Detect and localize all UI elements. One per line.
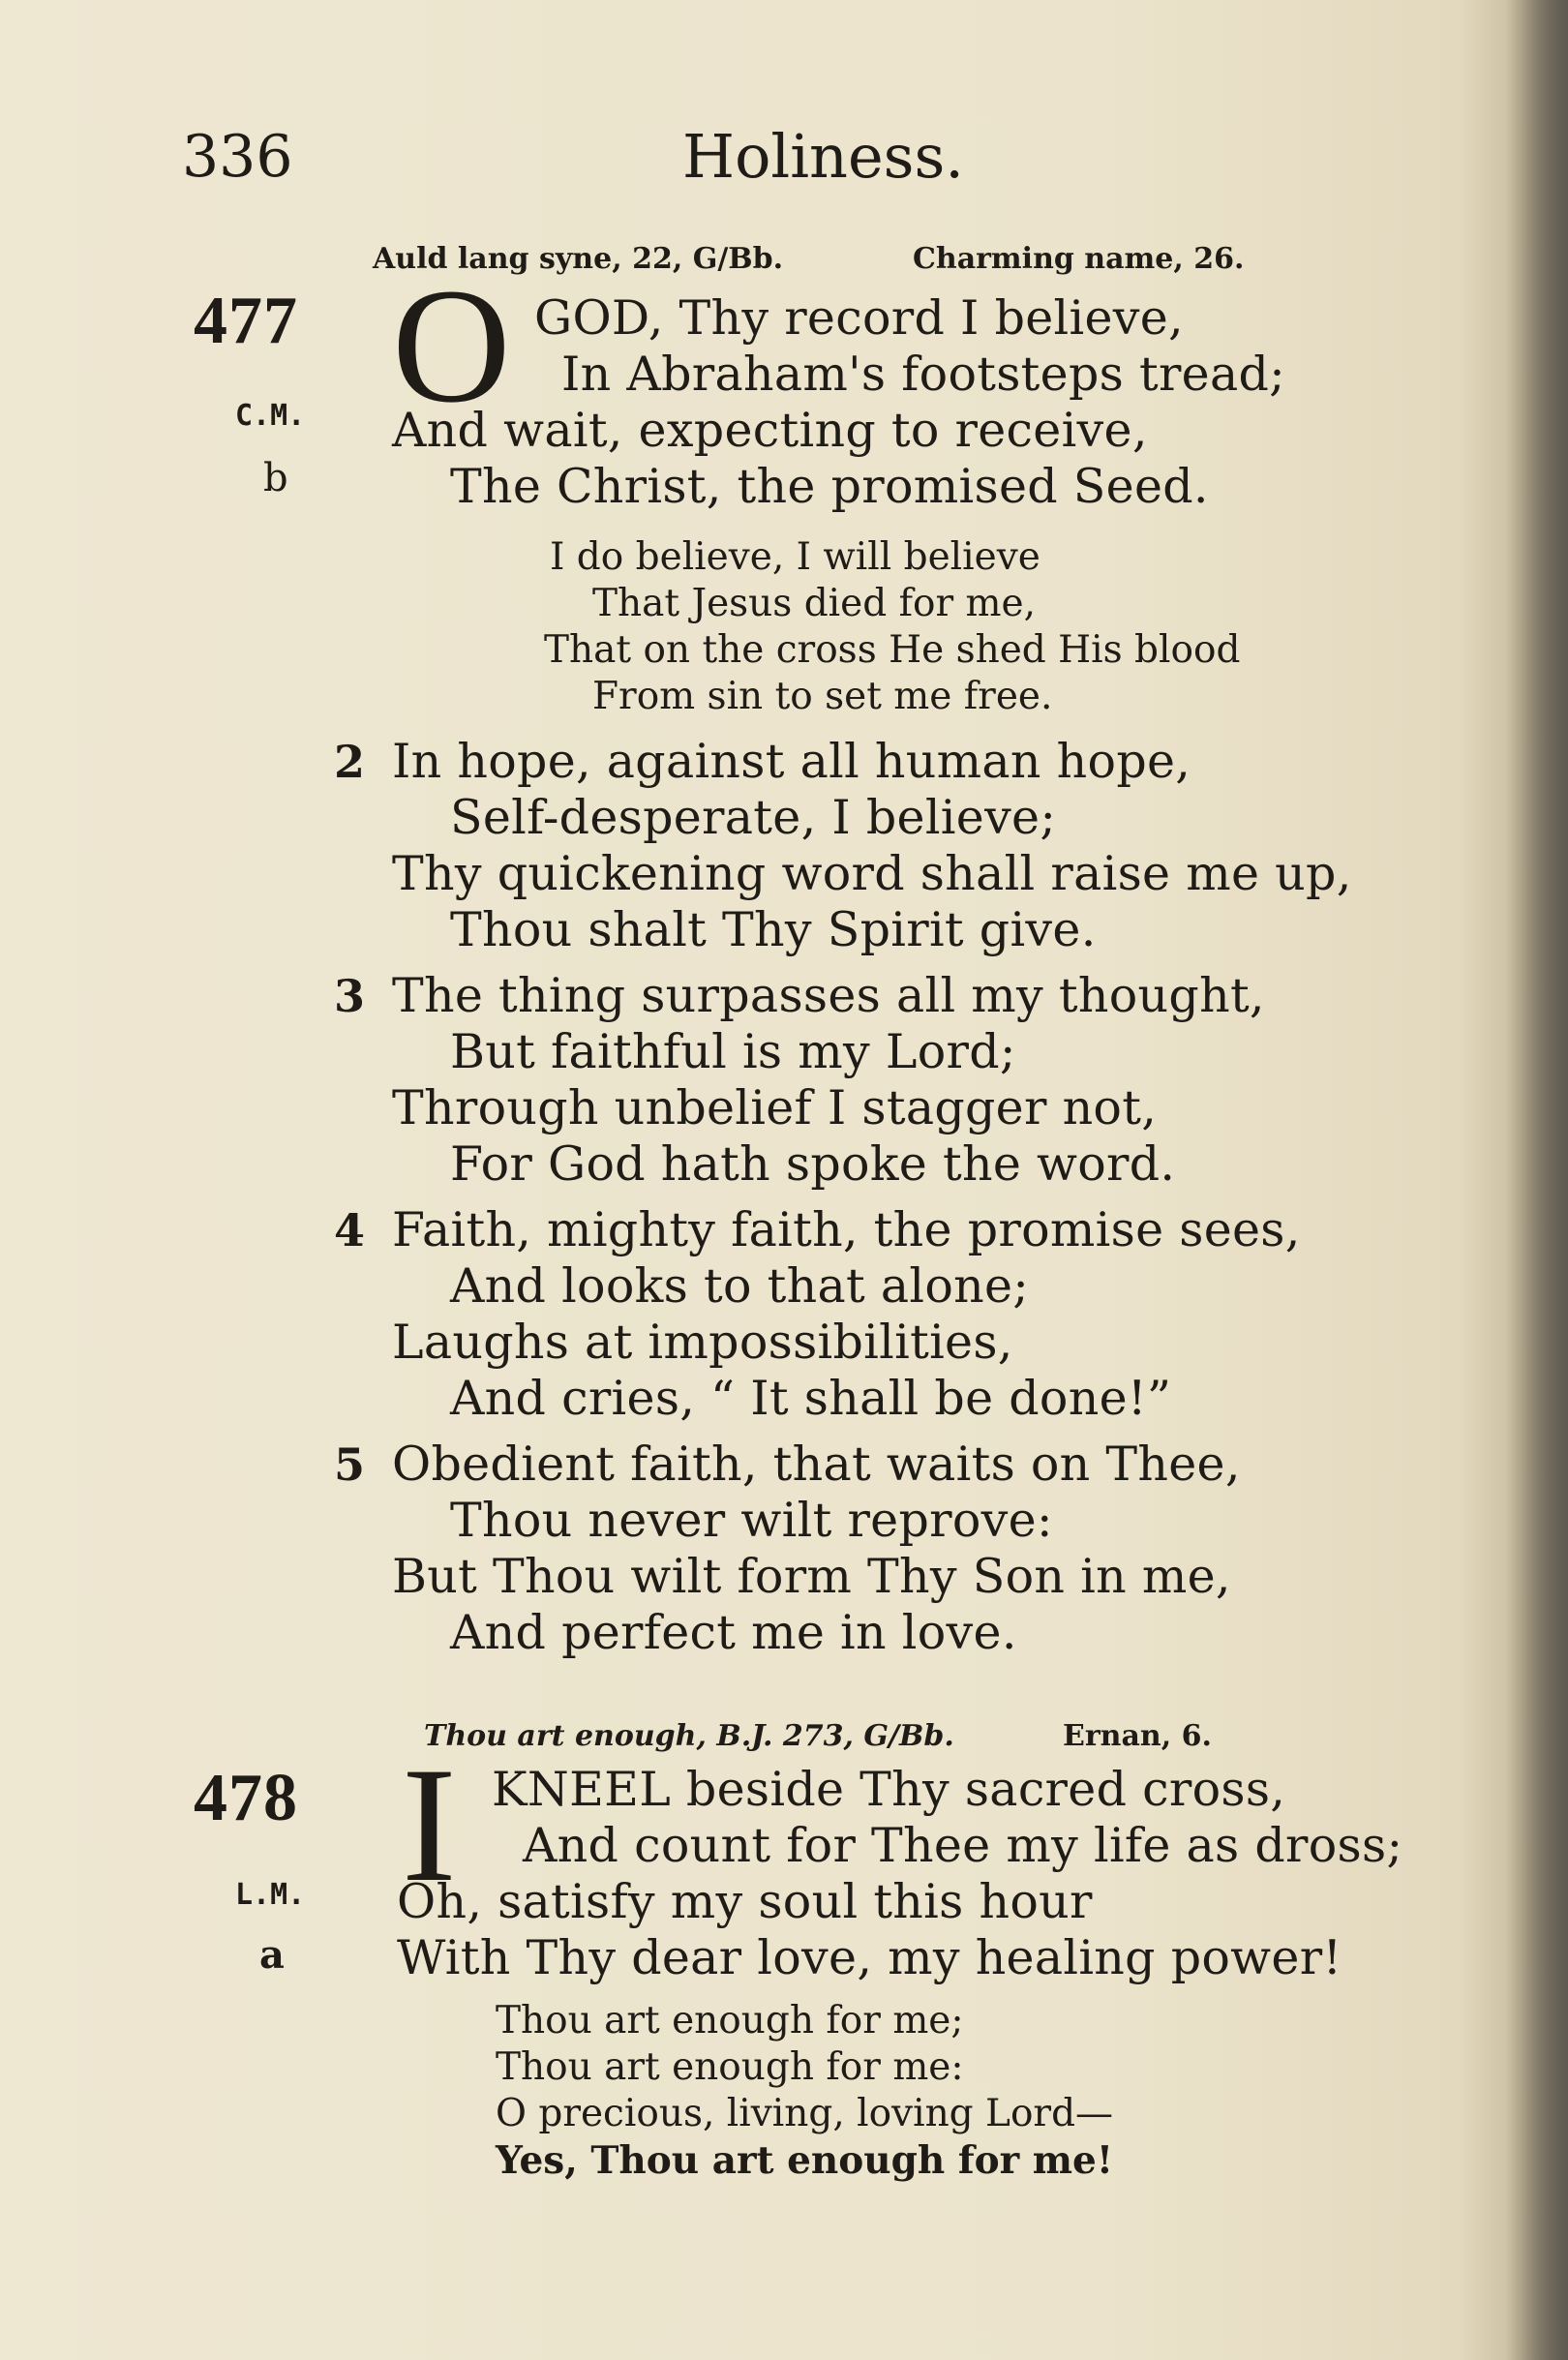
hymn-477-verse-3-line-1: The thing surpasses all my thought, (392, 968, 1265, 1023)
hymn-477-chorus-line-2: That Jesus died for me, (592, 582, 1037, 625)
hymn-478-chorus-line-2: Thou art enough for me: (496, 2045, 964, 2089)
hymn-477-verse-2-number: 2 (334, 736, 366, 788)
hymn-477-verse-4-line-1: Faith, mighty faith, the promise sees, (392, 1202, 1301, 1257)
hymn-478-chorus-line-1: Thou art enough for me; (496, 1999, 964, 2042)
hymn-478-meter: L.M. (235, 1878, 306, 1912)
hymn-478-verse-1-line-4: With Thy dear love, my healing power! (397, 1930, 1342, 1985)
hymn-477-verse-1-line-3: And wait, expecting to receive, (392, 403, 1148, 458)
hymn-478-verse-1-line-1: KNEEL beside Thy sacred cross, (492, 1762, 1286, 1817)
hymn-478-tune-left: Thou art enough, B.J. 273, G/Bb. (424, 1719, 954, 1753)
hymn-477-verse-4-line-3: Laughs at impossibilities, (392, 1315, 1013, 1370)
hymn-477-verse-3-line-2: But faithful is my Lord; (450, 1024, 1016, 1079)
hymn-477-verse-5-line-1: Obedient faith, that waits on Thee, (392, 1437, 1241, 1492)
hymn-477-verse-2-line-1: In hope, against all human hope, (392, 734, 1191, 789)
hymn-477-verse-4-line-4: And cries, “ It shall be done!” (450, 1371, 1172, 1426)
hymn-477-verse-2-line-4: Thou shalt Thy Spirit give. (450, 902, 1097, 957)
hymn-477-verse-4-line-2: And looks to that alone; (450, 1258, 1030, 1314)
hymn-477-verse-3-line-3: Through unbelief I stagger not, (392, 1080, 1158, 1135)
hymn-477-verse-2-line-2: Self-desperate, I believe; (450, 790, 1057, 845)
hymn-478-chorus-line-3: O precious, living, loving Lord— (496, 2092, 1114, 2135)
hymn-478-verse-1-line-3: Oh, satisfy my soul this hour (397, 1874, 1093, 1929)
page-number: 336 (182, 123, 293, 191)
hymn-477-tune-left: Auld lang syne, 22, G/Bb. (373, 242, 784, 276)
running-head: Holiness. (682, 121, 965, 192)
page-gutter-shadow (1506, 0, 1568, 2360)
hymn-477-verse-5-line-4: And perfect me in love. (450, 1605, 1017, 1660)
hymn-478-key: a (259, 1932, 285, 1978)
hymn-477-chorus-line-3: That on the cross He shed His blood (544, 628, 1241, 672)
hymn-478-chorus-line-4: Yes, Thou art enough for me! (496, 2138, 1113, 2183)
hymn-477-key: b (263, 456, 288, 500)
hymn-477-verse-1-line-2: In Abraham's footsteps tread; (561, 347, 1285, 402)
hymn-478-number: 478 (194, 1761, 298, 1835)
hymn-478-verse-1-line-2: And count for Thee my life as dross; (523, 1818, 1403, 1873)
hymn-477-chorus-line-4: From sin to set me free. (592, 675, 1053, 718)
hymn-477-meter: C.M. (235, 399, 306, 433)
hymn-477-verse-1-line-1: GOD, Thy record I believe, (534, 290, 1184, 346)
hymn-477-drop-cap: O (392, 255, 511, 437)
hymn-477-verse-5-line-3: But Thou wilt form Thy Son in me, (392, 1549, 1231, 1604)
hymn-477-verse-3-number: 3 (334, 970, 366, 1022)
hymn-477-tune-right: Charming name, 26. (913, 242, 1245, 276)
hymn-477-number: 477 (194, 284, 298, 358)
hymn-477-verse-1-line-4: The Christ, the promised Seed. (450, 459, 1209, 514)
hymn-477-verse-4-number: 4 (334, 1204, 366, 1256)
hymn-478-tune-right: Ernan, 6. (1063, 1719, 1212, 1753)
hymn-477-verse-3-line-4: For God hath spoke the word. (450, 1136, 1176, 1192)
hymn-477-verse-2-line-3: Thy quickening word shall raise me up, (392, 846, 1352, 901)
hymn-478-drop-cap: I (402, 1734, 457, 1916)
hymn-477-verse-5-line-2: Thou never wilt reprove: (450, 1493, 1053, 1548)
hymn-477-chorus-line-1: I do believe, I will believe (550, 535, 1040, 579)
hymn-477-verse-5-number: 5 (334, 1438, 366, 1491)
